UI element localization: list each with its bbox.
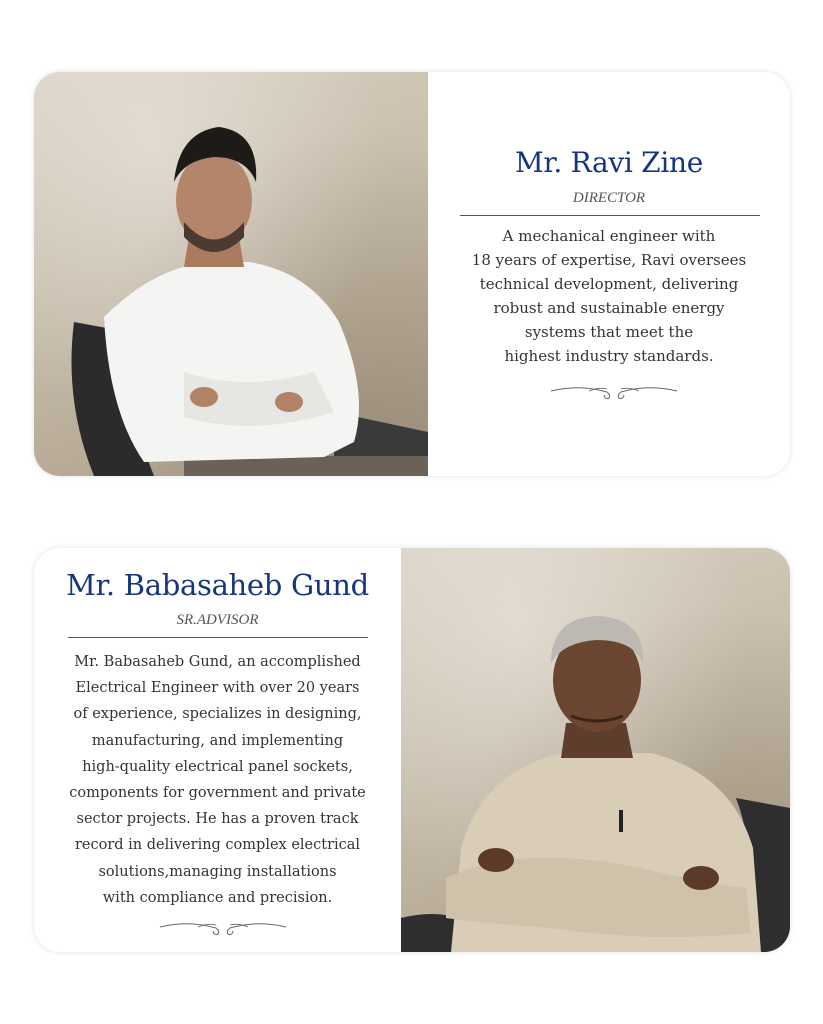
bio-line: of experience, specializes in designing, bbox=[73, 706, 362, 723]
profile-bio bbox=[446, 224, 772, 368]
profile-role: SR.ADVISOR bbox=[176, 612, 259, 628]
divider-line bbox=[460, 215, 760, 216]
bio-line: robust and sustainable energy bbox=[493, 299, 725, 317]
bio-line: high-quality electrical panel sockets, bbox=[82, 758, 353, 775]
profile-name: Mr. Ravi Zine bbox=[515, 146, 703, 179]
bio-line: technical development, delivering bbox=[479, 275, 739, 293]
bio-line: highest industry standards. bbox=[504, 347, 714, 365]
bio-line: record in delivering complex electrical bbox=[74, 837, 361, 854]
flourish-ornament-icon bbox=[549, 380, 679, 402]
profile-text-ravi-zine bbox=[428, 72, 790, 476]
bio-line: Electrical Engineer with over 20 years bbox=[75, 680, 360, 697]
bio-line: manufacturing, and implementing bbox=[91, 732, 344, 749]
bio-line: Mr. Babasaheb Gund, an accomplished bbox=[74, 654, 361, 670]
person-illustration bbox=[34, 72, 428, 476]
profile-card-ravi-zine bbox=[34, 72, 790, 476]
profile-role: DIRECTOR bbox=[572, 190, 646, 206]
profile-bio bbox=[38, 649, 397, 911]
bio-line: systems that meet the bbox=[524, 323, 694, 341]
bio-line: A mechanical engineer with bbox=[502, 227, 716, 245]
profile-name: Mr. Babasaheb Gund bbox=[66, 568, 369, 602]
bio-line: solutions,managing installations bbox=[98, 863, 337, 880]
flourish-ornament-icon bbox=[158, 916, 288, 938]
bio-line: sector projects. He has a proven track bbox=[76, 811, 359, 828]
profile-text-babasaheb-gund bbox=[34, 548, 401, 952]
portrait-photo-babasaheb-gund bbox=[401, 548, 790, 952]
bio-line: 18 years of expertise, Ravi oversees bbox=[471, 251, 747, 269]
divider-line bbox=[68, 637, 368, 638]
portrait-photo-ravi-zine bbox=[34, 72, 428, 476]
profile-card-babasaheb-gund bbox=[34, 548, 790, 952]
person-illustration bbox=[401, 548, 790, 952]
bio-line: components for government and private bbox=[69, 785, 366, 802]
bio-line: with compliance and precision. bbox=[102, 889, 333, 906]
